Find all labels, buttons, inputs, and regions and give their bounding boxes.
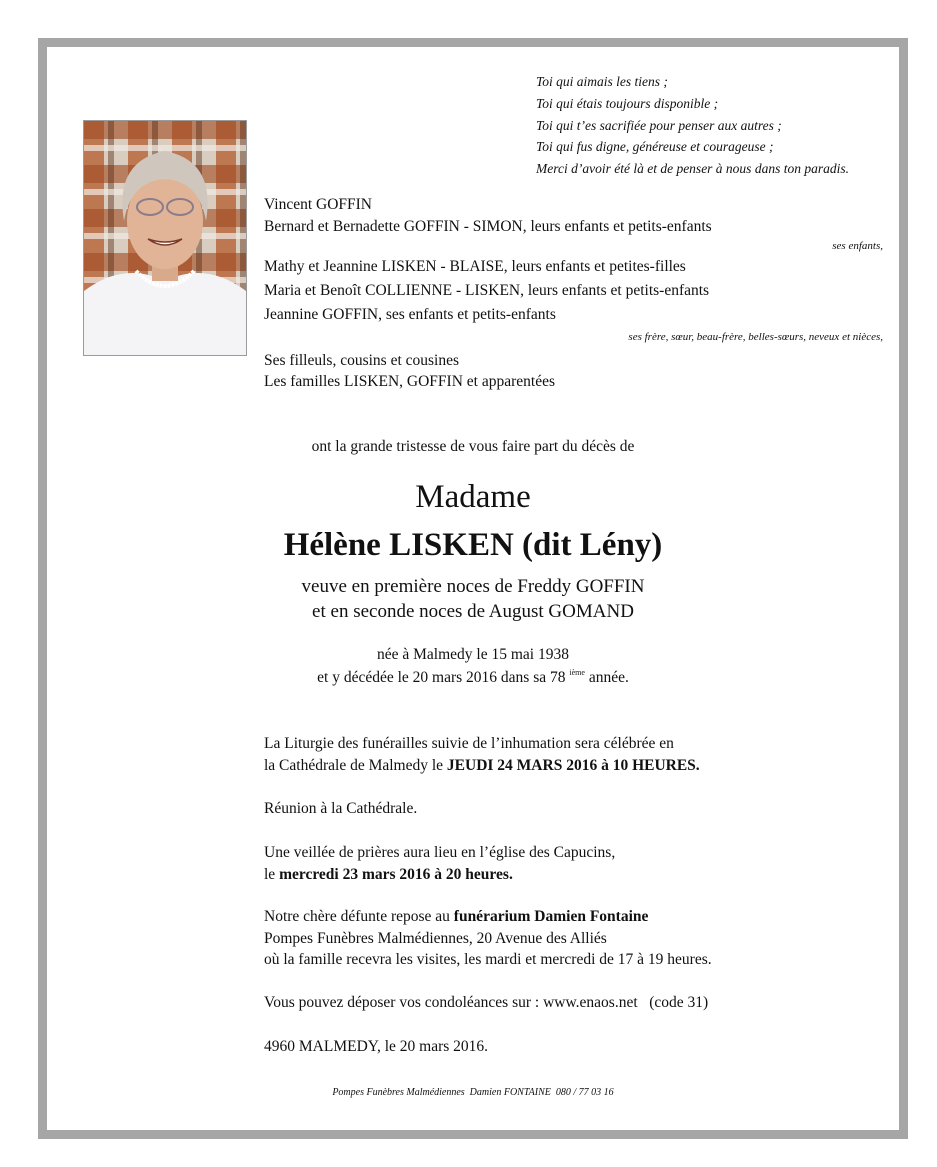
meeting-line: Réunion à la Cathédrale. (264, 800, 418, 817)
poem-line: Toi qui t’es sacrifiée pour penser aux autres ; (536, 117, 782, 133)
rest-text: Notre chère défunte repose au (264, 908, 454, 925)
family-line: Maria et Benoît COLLIENNE - LISKEN, leurs enfants et petits-enfants (264, 282, 710, 299)
widow-line: et en seconde noces de August GOMAND (312, 601, 634, 622)
funeral-paragraph (264, 733, 700, 776)
rest-paragraph (264, 906, 712, 971)
family-line: Vincent GOFFIN (264, 196, 372, 213)
widow-line: veuve en première noces de Freddy GOFFIN (301, 576, 645, 597)
vigil-date: mercredi 23 mars 2016 à 20 heures. (279, 865, 513, 883)
poem-line: Merci d’avoir été là et de penser à nous dans ton paradis. (536, 161, 849, 177)
condolences-line: Vous pouvez déposer vos condoléances sur : www.enaos.net (code 31) (264, 994, 709, 1011)
poem (536, 71, 849, 180)
portrait-photo (83, 120, 247, 356)
family-line: Les familles LISKEN, GOFFIN et apparentées (264, 373, 555, 390)
funeral-home: funérarium Damien Fontaine (453, 908, 649, 925)
place-date: 4960 MALMEDY, le 20 mars 2016. (264, 1038, 489, 1055)
family-line: Mathy et Jeannine LISKEN - BLAISE, leurs enfants et petites-filles (264, 258, 686, 275)
funeral-line: La Liturgie des funérailles suivie de l’inhumation sera célébrée en (264, 735, 674, 752)
family-line: Jeannine GOFFIN, ses enfants et petits-enfants (264, 306, 556, 323)
death-line (47, 668, 899, 687)
rest-line: Pompes Funèbres Malmédiennes, 20 Avenue des Alliés (264, 929, 607, 947)
family-note: ses enfants, (832, 240, 883, 252)
footer: Pompes Funèbres Malmédiennes Damien FONTAINE 080 / 77 03 16 (332, 1087, 614, 1098)
death-text: et y décédée le 20 mars 2016 dans sa 78 (317, 669, 566, 686)
rest-line (264, 906, 712, 928)
funeral-date: JEUDI 24 MARS 2016 à 10 HEURES. (446, 756, 700, 774)
notice-frame (38, 38, 908, 1139)
deceased-name: Hélène LISKEN (dit Lény) (283, 527, 663, 563)
rest-line: où la famille recevra les visites, les mardi et mercredi de 17 à 19 heures. (264, 951, 712, 968)
birth-line: née à Malmedy le 15 mai 1938 (377, 646, 569, 663)
family-line: Ses filleuls, cousins et cousines (264, 352, 460, 369)
funeral-line (264, 755, 700, 777)
poem-line: Toi qui fus digne, généreuse et courageuse ; (536, 139, 774, 155)
deceased-title: Madame (415, 479, 531, 515)
family-line: Bernard et Bernadette GOFFIN - SIMON, leurs enfants et petits-enfants (264, 218, 712, 235)
poem-line: Toi qui étais toujours disponible ; (536, 95, 719, 111)
vigil-paragraph (264, 842, 615, 885)
funeral-text: la Cathédrale de Malmedy le (264, 756, 447, 774)
vigil-line: Une veillée de prières aura lieu en l’église des Capucins, (264, 844, 616, 861)
vigil-text: le (264, 865, 280, 883)
poem-line: Toi qui aimais les tiens ; (536, 74, 668, 89)
announcement: ont la grande tristesse de vous faire part du décès de (311, 438, 635, 455)
family-note: ses frère, sœur, beau-frère, belles-sœurs, neveux et nièces, (628, 331, 883, 343)
vigil-line (264, 864, 615, 886)
death-text-end: année. (588, 669, 629, 686)
death-ordinal: ième (569, 668, 585, 677)
